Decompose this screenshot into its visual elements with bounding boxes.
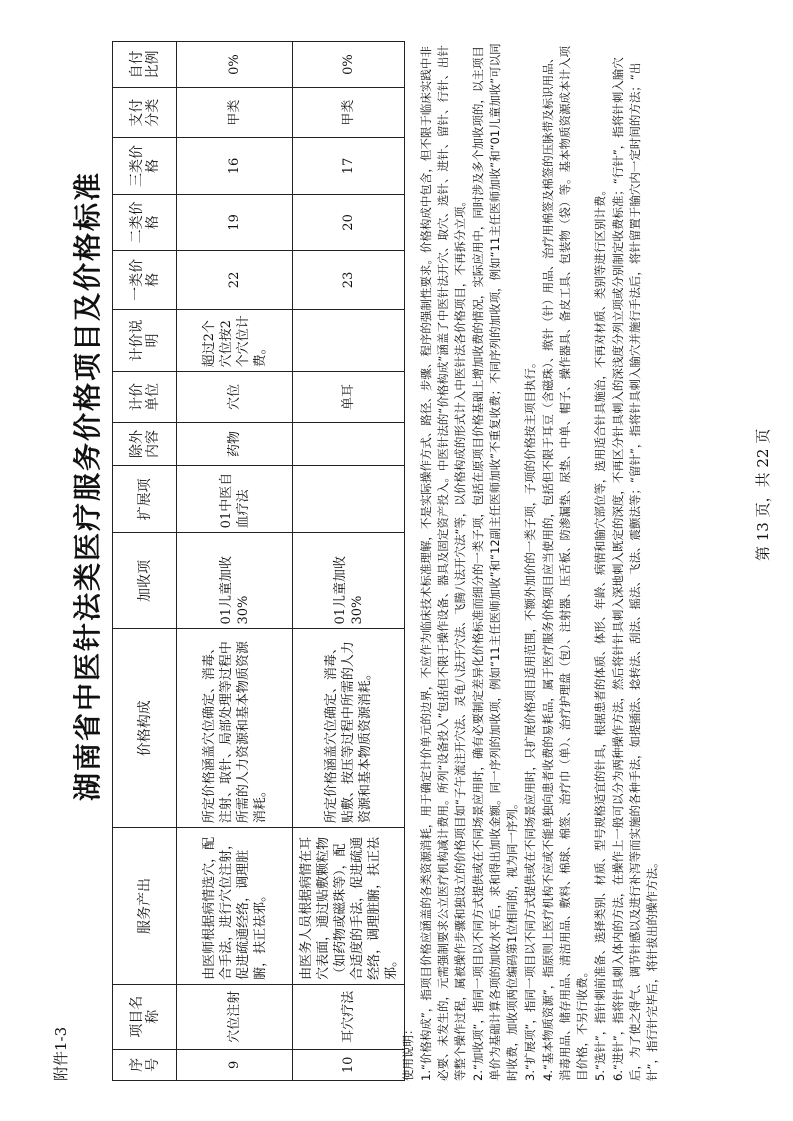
cell-price-3: 17 <box>293 138 405 194</box>
cell-excluded: 药物 <box>177 422 293 466</box>
header-output: 服务产出 <box>113 828 177 985</box>
table-header-row <box>113 42 177 1081</box>
cell-name: 耳穴疗法 <box>293 984 405 1049</box>
note-item: 6.“进针”，指将针具刺入体内的方法，在操作上一般可以分为两种操作方法，然后将针针具刺入深地刺入既定的深度，不再区分针具刺入的深浅度分列立项或分别制定收费标准；“行针”，指将针刺入腧穴后，为了使之得气、调节针感以及进行补泻等而实施的各种手法，如提插法、捻转法、刮法、摇法、飞法、震颤法等；“留针”，指将针具刺入腧穴并施行手法后，将针留置于腧穴内一定时间的方法；“出针”，指行针完毕后，将针拔出的操作方法。 <box>611 57 659 1081</box>
cell-self-ratio: 0% <box>177 42 293 88</box>
header-seq: 序号 <box>113 1049 177 1080</box>
header-self-ratio: 自付比例 <box>113 42 177 88</box>
cell-price-1: 23 <box>293 251 405 310</box>
header-price-3: 三类价格 <box>113 138 177 194</box>
header-price-2: 二类价格 <box>113 194 177 250</box>
note-item: 5.“选针”，指针刺前准备、选择类别、材质、型号规格适宜的针具，根据患者的体质、体形、年龄、病情和腧穴部位等，选用适合针具施治，不再对材质、类别等进行区别计费。 <box>593 184 607 1081</box>
cell-price-2: 20 <box>293 194 405 250</box>
header-unit: 计价单位 <box>113 372 177 422</box>
cell-price-composition: 所定价格涵盖穴位确定、消毒、注射、取针、局部处理等过程中所需的人力资源和基本物质资源消耗。 <box>177 629 293 828</box>
header-pay-category: 支付分类 <box>113 88 177 138</box>
cell-output: 由医师根据病情选穴，配合手法，进行穴位注射，促进疏通经络，调理脏腑，扶正祛邪。 <box>177 828 293 985</box>
cell-pay-category: 甲类 <box>177 88 293 138</box>
cell-price-3: 16 <box>177 138 293 194</box>
cell-self-ratio: 0% <box>293 42 405 88</box>
cell-pay-category: 甲类 <box>293 88 405 138</box>
cell-unit-note <box>293 309 405 372</box>
header-extension: 扩展项 <box>113 466 177 533</box>
note-item: 3.“扩展项”，指同一项目以不同方式提供或在不同场景应用时，只扩展价格项目适用范围，不额外加价的一类子项，子项的价格按主项目执行。 <box>523 356 537 1081</box>
cell-name: 穴位注射 <box>177 984 293 1049</box>
cell-unit: 单耳 <box>293 372 405 422</box>
cell-excluded <box>293 422 405 466</box>
cell-price-composition: 所定价格涵盖穴位确定、消毒、贴敷、按压等过程中所需的人力资源和基本物质资源消耗。 <box>293 629 405 828</box>
cell-extension <box>293 466 405 533</box>
cell-seq: 9 <box>177 1049 293 1080</box>
page-title: 湖南省中医针法类医疗服务价格项目及价格标准 <box>71 170 104 801</box>
cell-price-1: 22 <box>177 251 293 310</box>
table-row <box>177 42 293 1081</box>
cell-price-2: 19 <box>177 194 293 250</box>
header-addon: 加收项 <box>113 533 177 629</box>
cell-extension: 01中医自血疗法 <box>177 466 293 533</box>
cell-output: 由医务人员根据病情在耳穴表面，通过贴敷颗粒物（如药物或磁珠等），配合适度的手法，促进疏通经络，调理脏腑，扶正祛邪。 <box>293 828 405 985</box>
note-item: 2.“加收项”，指同一项目以不同方式提供或在不同场景应用时，确有必要制定差异化价格标准而细分的一类子项，包括在原项目价格基础上增加收费的情况，实际应用中，同时涉及多个加收项的，以主项目单价为基础计算各项的加收水平后，求和得出加收金额。同一序列的加收项，例如“11主任医师加收”和“12副主任医师加收”不重复收费；不同序列的加收项，例如“11主任医师加收”和“01儿童加收”可以同时收费，加收项两位编码第1位相同的，视为同一序列。 <box>471 43 519 1081</box>
notes-heading: 使用说明： <box>401 1023 415 1081</box>
table-row <box>293 42 405 1081</box>
cell-addon: 01儿童加收30% <box>177 533 293 629</box>
page-number: 第 13 页，共 22 页 <box>754 428 772 561</box>
header-price-composition: 价格构成 <box>113 629 177 828</box>
note-item: 4.“基本物质资源”，指原则上医疗机构不应或不能单独向患者收费的易耗品，属于医疗服务价格项目应当使用的，包括但不限于耳豆（含磁珠）、揿针（针）用品、治疗用棉签及棉签的压脉带及标识用品、消毒用品、储存用品、清洁用品、敷料、棉球、棉签、治疗巾（单）、治疗护理盘（包）、注射器、压舌板、防渗漏垫、尿垫、中单、帽子、操作器具、备皮工具、包装物（袋）等。基本物质资源成本计入项目价格，不另行收费。 <box>541 46 589 1081</box>
attachment-label: 附件1-3 <box>52 1026 70 1081</box>
header-price-1: 一类价格 <box>113 251 177 310</box>
note-item: 1.“价格构成”，指项目价格应涵盖的各类资源消耗，用于确定计价单元的边界，不应作为临床技术标准理解，不是实际操作方式、路径、步骤、程序的强制性要求。价格构成中包含，但不限于临床实践中非必要、未发生的，元需强制要求公立医疗机构减计费用。所列“设备投入”包括但不限于操作设备、器具及固定资产投入。中医针法的“价格构成”涵盖了中医针法开穴、取穴、选针、进针、留针、行针、出针等整个操作过程，属被操作步骤和独设立的价格项目如“子午流注开穴法、灵龟八法开穴法、飞腾八法开穴法”等，以价格构成的形式计入中医针法各价格项目，不再拆分立项。 <box>419 45 467 1081</box>
cell-unit: 穴位 <box>177 372 293 422</box>
header-unit-note: 计价说明 <box>113 309 177 372</box>
cell-unit-note: 超过2个穴位按2个穴位计费。 <box>177 309 293 372</box>
header-name: 项目名称 <box>113 984 177 1049</box>
cell-addon: 01儿童加收30% <box>293 533 405 629</box>
cell-seq: 10 <box>293 1049 405 1080</box>
usage-notes <box>400 41 662 1081</box>
price-table <box>112 41 405 1081</box>
header-excluded: 除外内容 <box>113 422 177 466</box>
